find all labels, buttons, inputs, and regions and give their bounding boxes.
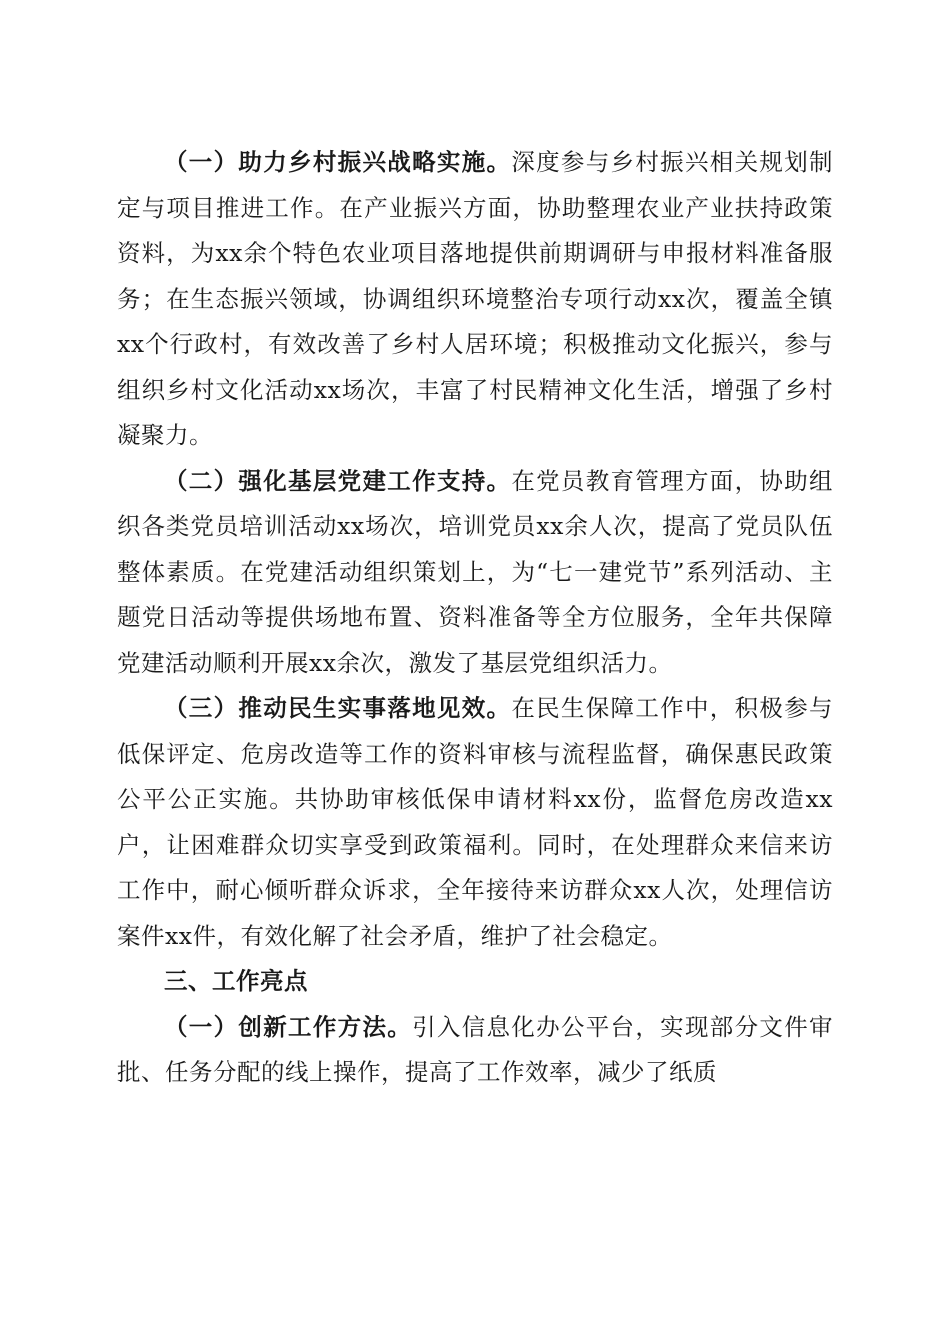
paragraph-body: 深度参与乡村振兴相关规划制定与项目推进工作。在产业振兴方面，协助整理农业产业扶持政策资料，为xx余个特色农业项目落地提供前期调研与申报材料准备服务；在生态振兴领域，协调组织环境整治专项行动xx次，覆盖全镇xx个行政村，有效改善了乡村人居环境；积极推动文化振兴，参与组织乡村文化活动xx场次，丰富了村民精神文化生活，增强了乡村凝聚力。 [117, 148, 834, 449]
paragraph-body: 在党员教育管理方面，协助组织各类党员培训活动xx场次，培训党员xx余人次，提高了党员队伍整体素质。在党建活动组织策划上，为“七一建党节”系列活动、主题党日活动等提供场地布置、资料准备等全方位服务，全年共保障党建活动顺利开展xx余次，激发了基层党组织活力。 [117, 466, 834, 677]
paragraph-party-building [117, 459, 833, 687]
paragraph-lead: （三）推动民生实事落地见效。 [164, 694, 512, 722]
paragraph-lead: （二）强化基层党建工作支持。 [164, 466, 512, 495]
paragraph-body: 引入信息化办公平台，实现部分文件审批、任务分配的线上操作，提高了工作效率，减少了纸质 [117, 1012, 834, 1086]
paragraph-livelihood [117, 686, 833, 959]
section-heading: 三、工作亮点 [164, 967, 308, 995]
paragraph-rural-revitalization [117, 140, 833, 459]
paragraph-innovation [117, 1005, 833, 1096]
document-page [117, 140, 833, 1096]
paragraph-lead: （一）创新工作方法。 [164, 1012, 413, 1041]
paragraph-lead: （一）助力乡村振兴战略实施。 [164, 148, 512, 176]
paragraph-body: 在民生保障工作中，积极参与低保评定、危房改造等工作的资料审核与流程监督，确保惠民政策公平公正实施。共协助审核低保申请材料xx份，监督危房改造xx户，让困难群众切实享受到政策福利。同时，在处理群众来信来访工作中，耐心倾听群众诉求，全年接待来访群众xx人次，处理信访案件xx件，有效化解了社会矛盾，维护了社会稳定。 [117, 694, 834, 950]
